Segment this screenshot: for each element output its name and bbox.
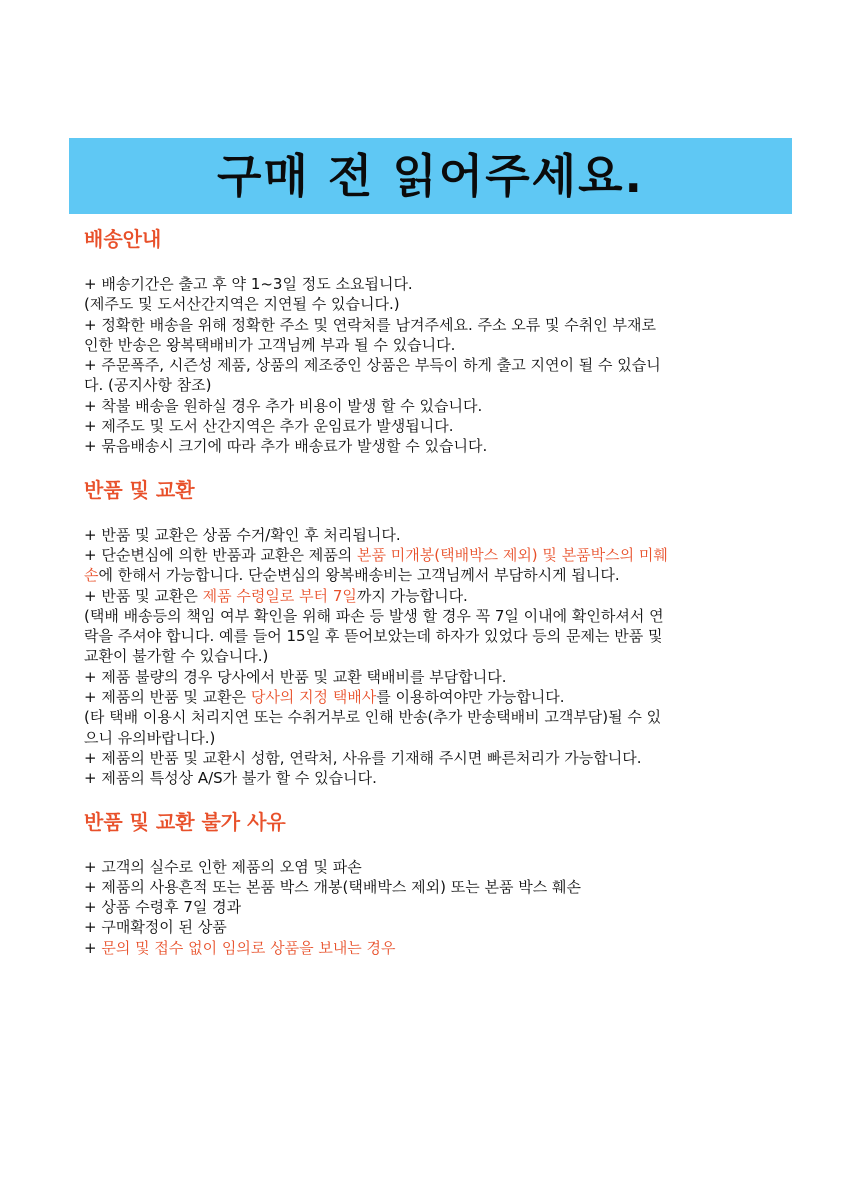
shipping-line: + 착불 배송을 원하실 경우 추가 비용이 발생 할 수 있습니다. [84,396,483,415]
returns-highlight: 제품 수령일로 부터 7일 [202,586,357,605]
no-return-highlight: 문의 및 접수 없이 임의로 상품을 보내는 경우 [101,938,396,957]
shipping-line: + 정확한 배송을 위해 정확한 주소 및 연락처를 남겨주세요. 주소 오류 및 수취인 부재로 [84,315,656,334]
returns-text: + 단순변심에 의한 반품과 교환은 제품의 [84,545,358,564]
shipping-line: + 배송기간은 출고 후 약 1~3일 정도 소요됩니다. [84,275,413,293]
returns-line [84,545,774,565]
returns-line: (타 택배 이용시 처리지연 또는 수취거부로 인해 반송(추가 반송택배비 고객부담)될 수 있 [84,708,662,727]
returns-section-body [84,525,774,789]
returns-line: + 제품 불량의 경우 당사에서 반품 및 교환 택배비를 부담합니다. [84,667,507,686]
shipping-line: + 주문폭주, 시즌성 제품, 상품의 제조중인 상품은 부득이 하게 출고 지연이 될 수 있습니 [84,356,661,375]
no-return-line [84,938,774,958]
returns-line: + 반품 및 교환은 상품 수거/확인 후 처리됩니다. [84,525,401,544]
shipping-line: + 제주도 및 도서 산간지역은 추가 운임료가 발생됩니다. [84,417,454,436]
returns-text: 에 한해서 가능합니다. 단순변심의 왕복배송비는 고객님께서 부담하시게 됩니다. [98,566,620,585]
no-return-text: + [84,938,102,957]
no-return-line: + 제품의 사용흔적 또는 본품 박스 개봉(택배박스 제외) 또는 본품 박스 훼손 [84,877,581,896]
returns-line [84,586,774,606]
returns-line [84,565,774,585]
returns-highlight: 당사의 지정 택배사 [250,688,377,707]
returns-line [84,687,774,707]
title-banner [69,138,792,214]
shipping-line: (제주도 및 도서산간지역은 지연될 수 있습니다.) [84,295,400,314]
returns-text: 를 이용하여야만 가능합니다. [376,688,565,707]
returns-line: (택배 배송등의 책임 여부 확인을 위해 파손 등 발생 할 경우 꼭 7일 이내에 확인하셔서 연 [84,606,664,625]
returns-highlight: 손 [84,566,99,585]
returns-section-title: 반품 및 교환 [84,477,195,502]
returns-line: + 제품의 특성상 A/S가 불가 할 수 있습니다. [84,769,377,788]
notice-content [84,226,774,958]
page-title: 구매 전 읽어주세요. [217,149,644,203]
shipping-section-title: 배송안내 [84,227,162,251]
returns-text: + 반품 및 교환은 [84,586,203,605]
no-return-section-title: 반품 및 교환 불가 사유 [84,809,286,834]
no-return-line: + 구매확정이 된 상품 [84,918,227,937]
shipping-line: 인한 반송은 왕복택배비가 고객님께 부과 될 수 있습니다. [84,335,456,354]
no-return-line: + 상품 수령후 7일 경과 [84,898,242,917]
returns-line: + 제품의 반품 및 교환시 성함, 연락처, 사유를 기재해 주시면 빠른처리가 가능합니다. [84,748,642,767]
returns-line: 락을 주셔야 합니다. 예를 들어 15일 후 뜯어보았는데 하자가 있었다 등의 문제는 반품 및 [84,627,663,646]
no-return-line: + 고객의 실수로 인한 제품의 오염 및 파손 [84,857,362,876]
no-return-section-body [84,857,774,958]
shipping-section-body [84,274,774,457]
returns-text: + 제품의 반품 및 교환은 [84,688,251,707]
shipping-line: 다. (공지사항 참조) [84,376,212,395]
returns-line: 교환이 불가할 수 있습니다.) [84,647,269,666]
returns-text: 까지 가능합니다. [356,586,468,605]
returns-highlight: 본품 미개봉(택배박스 제외) 및 본품박스의 미훼 [357,545,668,564]
shipping-line: + 묶음배송시 크기에 따라 추가 배송료가 발생할 수 있습니다. [84,437,488,456]
returns-line: 으니 유의바랍니다.) [84,728,216,747]
